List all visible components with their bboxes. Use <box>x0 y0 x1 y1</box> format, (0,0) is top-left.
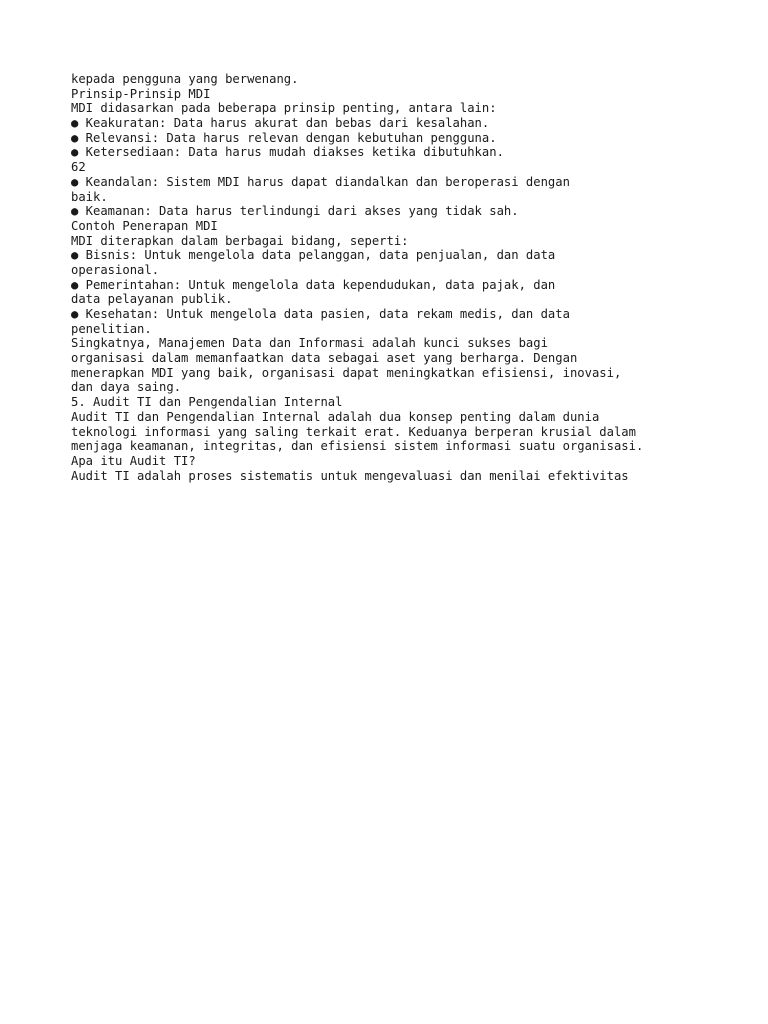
text-line: organisasi dalam memanfaatkan data sebagai aset yang berharga. Dengan <box>71 351 578 366</box>
text-line: menerapkan MDI yang baik, organisasi dapat meningkatkan efisiensi, inovasi, <box>71 365 622 380</box>
text-line: data pelayanan publik. <box>71 292 233 307</box>
page-number: 62 <box>71 160 86 175</box>
text-line: dan daya saing. <box>71 380 182 395</box>
bullet-item: ● Kesehatan: Untuk mengelola data pasien, data rekam medis, dan data <box>71 307 570 321</box>
text-line: MDI diterapkan dalam berbagai bidang, seperti: <box>71 233 409 248</box>
text-line: Audit TI adalah proses sistematis untuk mengevaluasi dan menilai efektivitas <box>71 468 629 483</box>
text-line: MDI didasarkan pada beberapa prinsip penting, antara lain: <box>71 101 497 116</box>
text-line: operasional. <box>71 262 160 277</box>
text-line: baik. <box>71 189 108 204</box>
text-line: Singkatnya, Manajemen Data dan Informasi adalah kunci sukses bagi <box>71 336 548 351</box>
section-heading-apa-itu: Apa itu Audit TI? <box>71 453 196 468</box>
bullet-item: ● Ketersediaan: Data harus mudah diakses ketika dibutuhkan. <box>71 145 504 160</box>
bullet-item: ● Keakuratan: Data harus akurat dan bebas dari kesalahan. <box>71 116 490 131</box>
text-line: Audit TI dan Pengendalian Internal adalah dua konsep penting dalam dunia <box>71 409 600 424</box>
text-line: menjaga keamanan, integritas, dan efisiensi sistem informasi suatu organisasi. <box>71 439 644 454</box>
text-line: kepada pengguna yang berwenang. <box>71 72 299 86</box>
bullet-item: ● Pemerintahan: Untuk mengelola data kependudukan, data pajak, dan <box>71 277 556 292</box>
text-line: penelitian. <box>71 321 152 336</box>
text-line: teknologi informasi yang saling terkait erat. Keduanya berperan krusial dalam <box>71 424 636 439</box>
document-page <box>71 72 751 483</box>
bullet-item: ● Keamanan: Data harus terlindungi dari akses yang tidak sah. <box>71 204 519 219</box>
section-heading-audit: 5. Audit TI dan Pengendalian Internal <box>71 395 343 410</box>
section-heading-prinsip: Prinsip-Prinsip MDI <box>71 86 211 101</box>
bullet-item: ● Relevansi: Data harus relevan dengan kebutuhan pengguna. <box>71 130 497 145</box>
bullet-item: ● Keandalan: Sistem MDI harus dapat diandalkan dan beroperasi dengan <box>71 174 570 189</box>
bullet-item: ● Bisnis: Untuk mengelola data pelanggan, data penjualan, dan data <box>71 248 556 263</box>
section-heading-contoh: Contoh Penerapan MDI <box>71 218 218 233</box>
